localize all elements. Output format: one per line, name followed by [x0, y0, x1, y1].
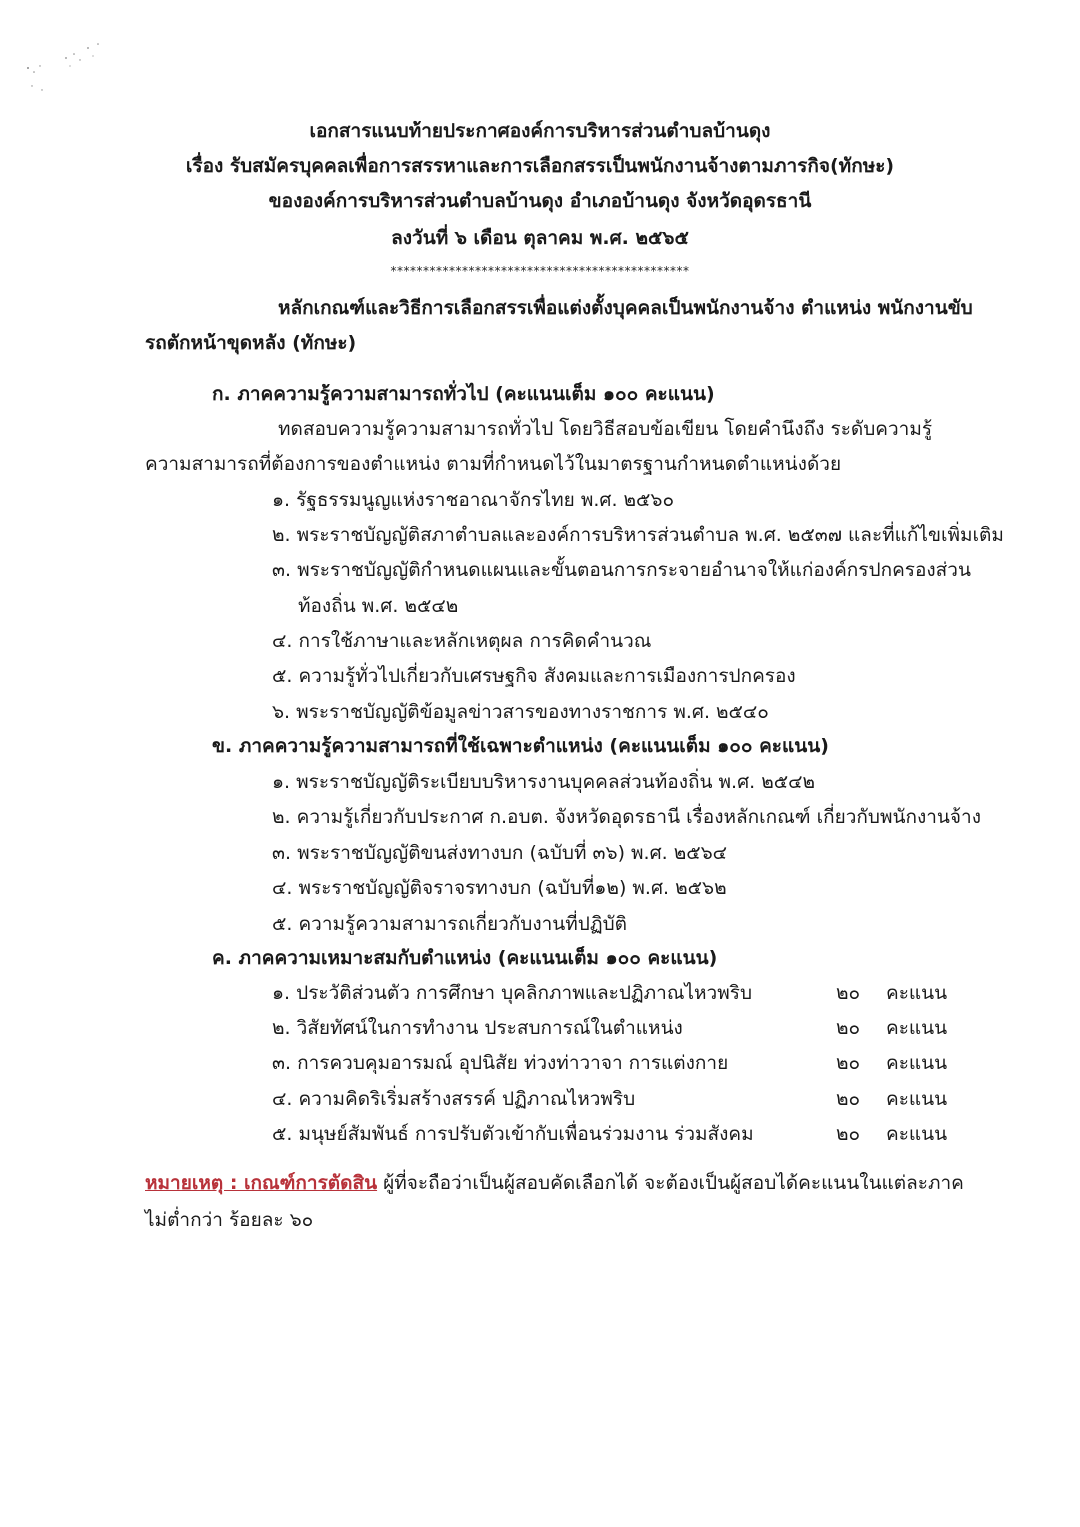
section-a-item: ๒. พระราชบัญญัติสภาตำบลและองค์การบริหารส่วนตำบล พ.ศ. ๒๕๓๗ และที่แก้ไขเพิ่มเติม: [272, 524, 1004, 546]
section-c-heading: ค. ภาคความเหมาะสมกับตำแหน่ง (คะแนนเต็ม ๑๐๐ คะแนน): [212, 947, 718, 969]
section-c-item-points: ๒๐: [836, 1017, 861, 1039]
section-c-item: ๔. ความคิดริเริ่มสร้างสรรค์ ปฏิภาณไหวพริบ: [272, 1088, 636, 1110]
header-date: ลงวันที่ ๖ เดือน ตุลาคม พ.ศ. ๒๕๖๕: [391, 227, 689, 249]
section-c-item: ๓. การควบคุมอารมณ์ อุปนิสัย ท่วงท่าวาจา การแต่งกาย: [272, 1052, 729, 1074]
section-c-item: ๒. วิสัยทัศน์ในการทำงาน ประสบการณ์ในตำแหน่ง: [272, 1017, 683, 1039]
section-c-item-unit: คะแนน: [886, 1088, 948, 1110]
section-a-desc-1: ทดสอบความรู้ความสามารถทั่วไป โดยวิธีสอบข้อเขียน โดยคำนึงถึง ระดับความรู้: [278, 418, 933, 440]
note-text: ผู้ที่จะถือว่าเป็นผู้สอบคัดเลือกได้ จะต้องเป็นผู้สอบได้คะแนนในแต่ละภาค: [377, 1172, 964, 1194]
header-separator: **********************************************: [390, 264, 690, 278]
section-a-item: ๖. พระราชบัญญัติข้อมูลข่าวสารของทางราชการ พ.ศ. ๒๕๔๐: [272, 701, 769, 723]
section-b-item: ๒. ความรู้เกี่ยวกับประกาศ ก.อบต. จังหวัดอุดรธานี เรื่องหลักเกณฑ์ เกี่ยวกับพนักงานจ้าง: [272, 806, 982, 828]
section-a-item: ๑. รัฐธรรมนูญแห่งราชอาณาจักรไทย พ.ศ. ๒๕๖๐: [272, 489, 675, 511]
section-b-item: ๑. พระราชบัญญัติระเบียบบริหารงานบุคคลส่วนท้องถิ่น พ.ศ. ๒๕๔๒: [272, 771, 816, 793]
note-label: หมายเหตุ : เกณฑ์การตัดสิน: [145, 1172, 378, 1194]
section-c-item-unit: คะแนน: [886, 1123, 948, 1145]
note-line-1: [145, 1170, 964, 1196]
section-a-heading: ก. ภาคความรู้ความสามารถทั่วไป (คะแนนเต็ม ๑๐๐ คะแนน): [212, 383, 715, 405]
section-c-item: ๑. ประวัติส่วนตัว การศึกษา บุคลิกภาพและปฏิภาณไหวพริบ: [272, 982, 753, 1004]
section-b-item: ๕. ความรู้ความสามารถเกี่ยวกับงานที่ปฏิบัติ: [272, 913, 628, 935]
note-line-2: ไม่ต่ำกว่า ร้อยละ ๖๐: [145, 1209, 314, 1231]
intro-line-2: รถตักหน้าขุดหลัง (ทักษะ): [145, 332, 357, 354]
header-organization: ขององค์การบริหารส่วนตำบลบ้านดุง อำเภอบ้านดุง จังหวัดอุดรธานี: [268, 190, 812, 212]
section-a-item: ๓. พระราชบัญญัติกำหนดแผนและขั้นตอนการกระจายอำนาจให้แก่องค์กรปกครองส่วน: [272, 559, 971, 581]
section-c-item-points: ๒๐: [836, 1088, 861, 1110]
intro-line-1: หลักเกณฑ์และวิธีการเลือกสรรเพื่อแต่งตั้งบุคคลเป็นพนักงานจ้าง ตำแหน่ง พนักงานขับ: [278, 297, 973, 319]
section-a-item: ๕. ความรู้ทั่วไปเกี่ยวกับเศรษฐกิจ สังคมและการเมืองการปกครอง: [272, 665, 796, 687]
header-title: เอกสารแนบท้ายประกาศองค์การบริหารส่วนตำบลบ้านดุง: [309, 120, 771, 142]
header-subject: เรื่อง รับสมัครบุคคลเพื่อการสรรหาและการเลือกสรรเป็นพนักงานจ้างตามภารกิจ(ทักษะ): [185, 155, 895, 177]
section-c-item-unit: คะแนน: [886, 1052, 948, 1074]
section-c-item-unit: คะแนน: [886, 1017, 948, 1039]
scan-specks-decoration: [18, 38, 108, 98]
section-a-desc-2: ความสามารถที่ต้องการของตำแหน่ง ตามที่กำหนดไว้ในมาตรฐานกำหนดตำแหน่งด้วย: [145, 453, 842, 475]
section-a-item: ๔. การใช้ภาษาและหลักเหตุผล การคิดคำนวณ: [272, 630, 652, 652]
section-b-item: ๓. พระราชบัญญัติขนส่งทางบก (ฉบับที่ ๓๖) พ.ศ. ๒๕๖๔: [272, 842, 728, 864]
section-c-item-points: ๒๐: [836, 1123, 861, 1145]
section-c-item-points: ๒๐: [836, 982, 861, 1004]
section-c-item-points: ๒๐: [836, 1052, 861, 1074]
section-c-item-unit: คะแนน: [886, 982, 948, 1004]
section-c-item: ๕. มนุษย์สัมพันธ์ การปรับตัวเข้ากับเพื่อนร่วมงาน ร่วมสังคม: [272, 1123, 754, 1145]
section-b-item: ๔. พระราชบัญญัติจราจรทางบก (ฉบับที่๑๒) พ.ศ. ๒๕๖๒: [272, 877, 727, 899]
section-b-heading: ข. ภาคความรู้ความสามารถที่ใช้เฉพาะตำแหน่ง (คะแนนเต็ม ๑๐๐ คะแนน): [212, 735, 829, 757]
section-a-item-continuation: ท้องถิ่น พ.ศ. ๒๕๔๒: [298, 595, 459, 617]
